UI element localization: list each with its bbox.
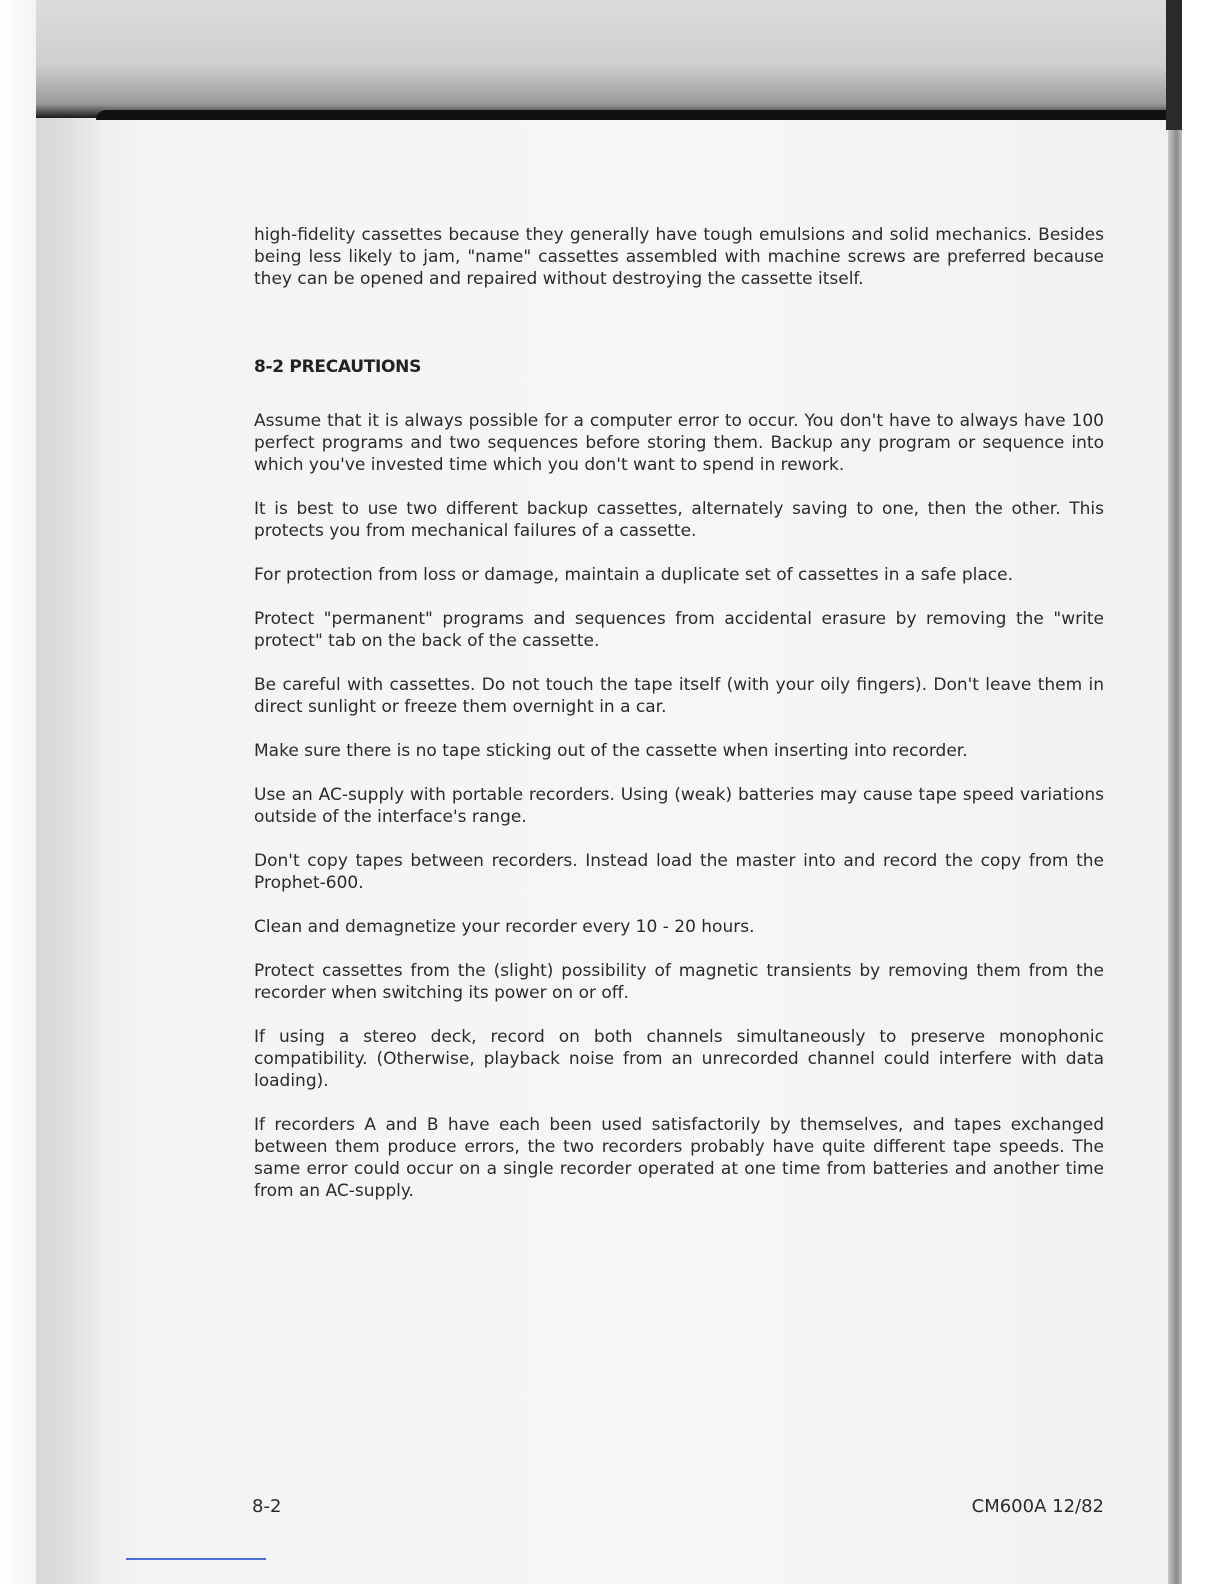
paragraph-careful-handling: Be careful with cassettes. Do not touch the tape itself (with your oily fingers). Don't leave them in direct sunlight or freeze them overnight in a car.	[254, 675, 1104, 717]
paragraph-recorder-speeds: If recorders A and B have each been used satisfactorily by themselves, and tapes exchanged between them produce errors, the two recorders probably have quite different tape speeds. The same error could occur on a single recorder operated at one time from batteries and another time from an AC-supply.	[254, 1115, 1104, 1201]
footer-doc-id: CM600A 12/82	[971, 1496, 1104, 1517]
paragraph-backup: Assume that it is always possible for a computer error to occur. You don't have to always have 100 perfect programs and two sequences before storing them. Backup any program or sequence into which you've invested time which you don't want to spend in rework.	[254, 411, 1104, 475]
scan-artifact-line	[126, 1558, 266, 1560]
page-body	[254, 224, 1104, 1224]
page-right-edge-top	[1166, 0, 1182, 130]
scan-right-margin	[1182, 0, 1224, 1584]
paragraph-write-protect: Protect "permanent" programs and sequences from accidental erasure by removing the "write protect" tab on the back of the cassette.	[254, 609, 1104, 651]
paragraph-stereo-deck: If using a stereo deck, record on both channels simultaneously to preserve monophonic compatibility. (Otherwise, playback noise from an unrecorded channel could interfere with data loading).	[254, 1027, 1104, 1091]
scan-top-gradient	[36, 0, 1176, 118]
section-heading: 8-2 PRECAUTIONS	[254, 357, 422, 377]
page-right-edge	[1168, 0, 1182, 1584]
page-top-edge	[96, 110, 1176, 120]
page-binding-shadow	[36, 118, 106, 1584]
paragraph-duplicate-set: For protection from loss or damage, maintain a duplicate set of cassettes in a safe place.	[254, 565, 1013, 585]
paragraph-tape-sticking: Make sure there is no tape sticking out of the cassette when inserting into recorder.	[254, 741, 968, 761]
scan-left-margin	[0, 0, 36, 1584]
paragraph-two-cassettes: It is best to use two different backup cassettes, alternately saving to one, then the other. This protects you from mechanical failures of a cassette.	[254, 499, 1104, 541]
footer-page-number: 8-2	[252, 1496, 282, 1517]
paragraph-ac-supply: Use an AC-supply with portable recorders. Using (weak) batteries may cause tape speed variations outside of the interface's range.	[254, 785, 1104, 827]
paragraph-magnetic-transients: Protect cassettes from the (slight) possibility of magnetic transients by removing them from the recorder when switching its power on or off.	[254, 961, 1104, 1003]
paragraph-copy-tapes: Don't copy tapes between recorders. Instead load the master into and record the copy from the Prophet-600.	[254, 851, 1104, 893]
paragraph-clean-recorder: Clean and demagnetize your recorder every 10 - 20 hours.	[254, 917, 755, 937]
intro-paragraph: high-fidelity cassettes because they generally have tough emulsions and solid mechanics. Besides being less likely to jam, "name" cassettes assembled with machine screws are preferred because they can be opened and repaired without destroying the cassette itself.	[254, 225, 1104, 289]
